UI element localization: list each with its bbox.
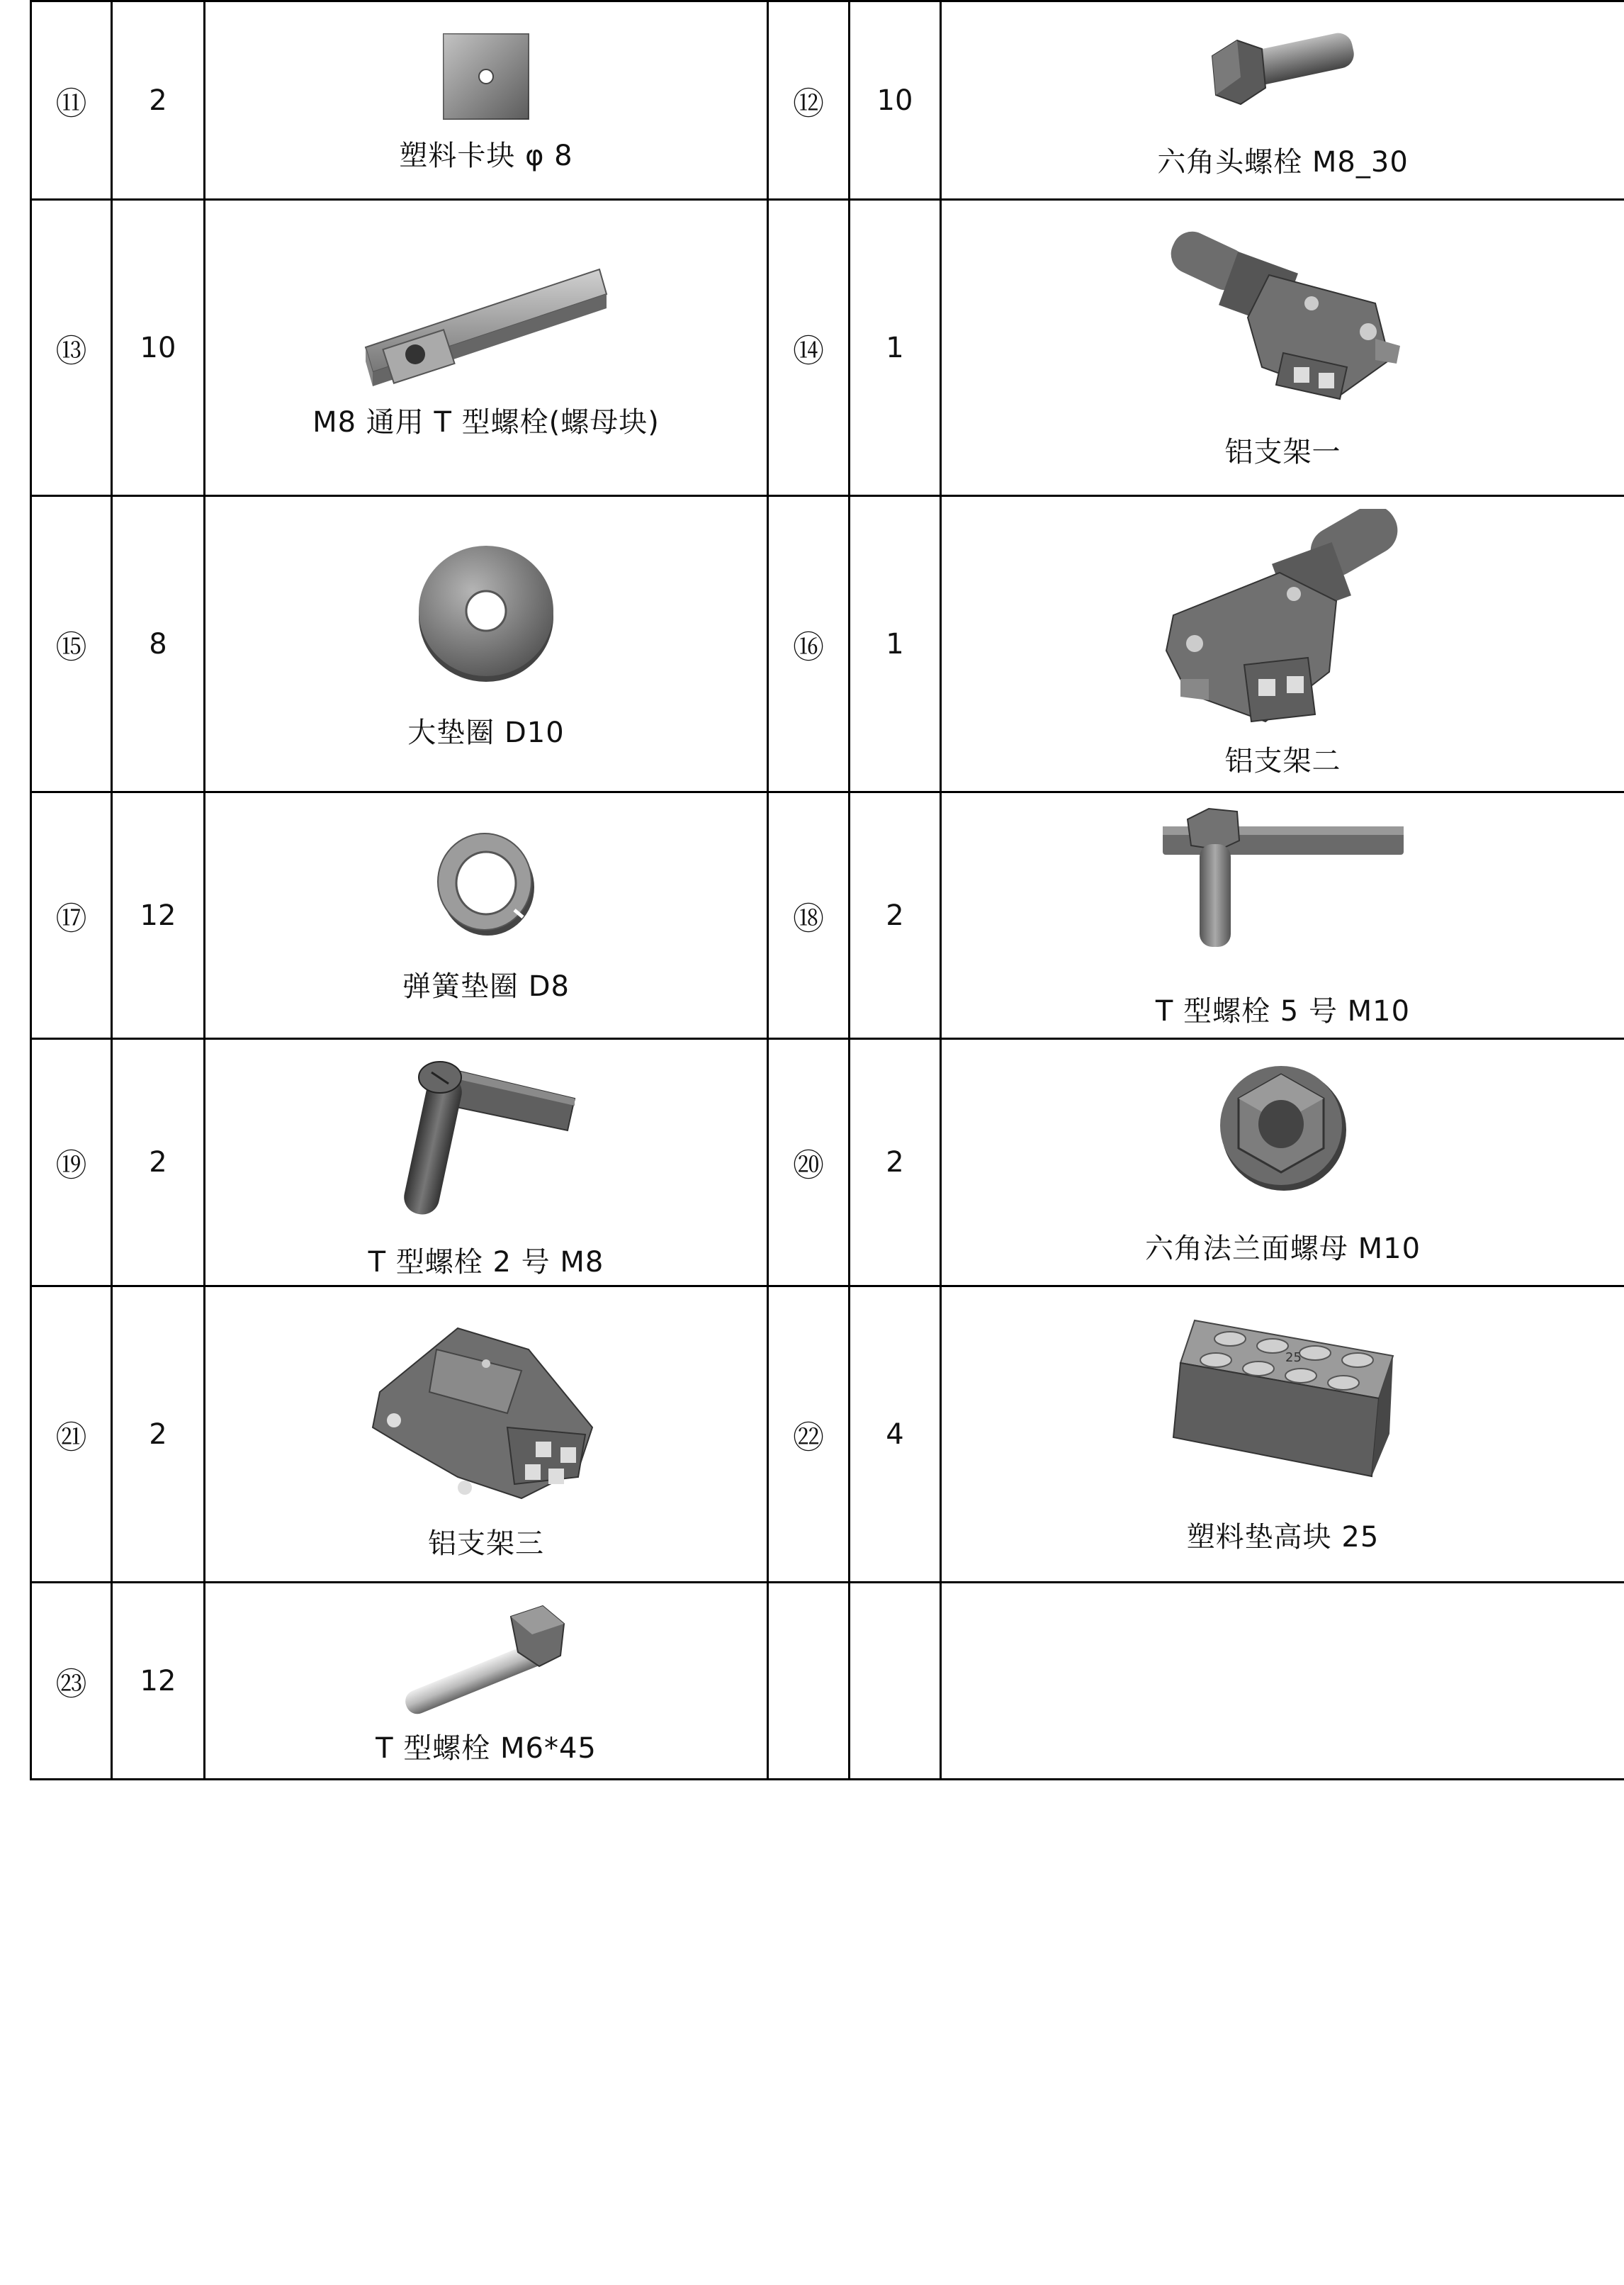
item-quantity: 2 xyxy=(112,1039,205,1286)
item-name: 弹簧垫圈 D8 xyxy=(402,970,570,1003)
table-row xyxy=(31,1,1624,200)
t-bolt-2-icon xyxy=(383,1045,589,1223)
item-number: ⑰ xyxy=(31,792,112,1039)
item-name: 塑料垫高块 25 xyxy=(1186,1521,1380,1554)
table-row xyxy=(31,200,1624,496)
item-name: M8 通用 T 型螺栓(螺母块) xyxy=(312,406,660,439)
item-quantity: 2 xyxy=(850,792,941,1039)
item-number: ⑳ xyxy=(768,1039,850,1286)
item-cell xyxy=(205,1,768,200)
spacer-height-label: 25 xyxy=(1285,1350,1302,1365)
item-cell xyxy=(941,792,1624,1039)
item-name: T 型螺栓 5 号 M10 xyxy=(1155,995,1411,1028)
t-bolt-m6-icon xyxy=(394,1595,578,1723)
item-cell xyxy=(205,1039,768,1286)
item-name: 六角头螺栓 M8_30 xyxy=(1157,146,1409,179)
item-quantity: 2 xyxy=(112,1286,205,1583)
item-number: ㉑ xyxy=(31,1286,112,1583)
item-name: 铝支架二 xyxy=(1224,745,1341,777)
item-number: ⑪ xyxy=(31,1,112,200)
plastic-clip-block-icon xyxy=(436,27,536,126)
item-number: ⑮ xyxy=(31,496,112,792)
item-quantity: 12 xyxy=(112,1583,205,1780)
item-name: 铝支架一 xyxy=(1224,436,1341,468)
item-number: ㉒ xyxy=(768,1286,850,1583)
item-number: ⑭ xyxy=(768,200,850,496)
table-row xyxy=(31,1286,1624,1583)
item-quantity: 8 xyxy=(112,496,205,792)
item-name: 塑料卡块 φ 8 xyxy=(399,140,573,172)
item-number: ㉓ xyxy=(31,1583,112,1780)
item-number: ⑱ xyxy=(768,792,850,1039)
item-cell xyxy=(205,792,768,1039)
item-number: ⑬ xyxy=(31,200,112,496)
table-row xyxy=(31,1039,1624,1286)
t-bolt-nut-block-icon xyxy=(344,255,628,397)
item-name: 铝支架三 xyxy=(428,1527,544,1560)
item-quantity: 1 xyxy=(850,200,941,496)
item-name: T 型螺栓 2 号 M8 xyxy=(368,1245,604,1279)
item-cell xyxy=(941,1286,1624,1583)
item-number: ⑲ xyxy=(31,1039,112,1286)
item-quantity: 10 xyxy=(112,200,205,496)
item-name: 大垫圈 D10 xyxy=(407,717,565,749)
plastic-spacer-block-icon xyxy=(1166,1313,1400,1483)
item-cell xyxy=(941,1039,1624,1286)
item-cell-empty xyxy=(941,1583,1624,1780)
hex-head-bolt-icon xyxy=(1198,21,1368,120)
item-number xyxy=(768,1583,850,1780)
item-quantity: 1 xyxy=(850,496,941,792)
item-cell xyxy=(941,200,1624,496)
table-row xyxy=(31,792,1624,1039)
aluminum-bracket-3-icon xyxy=(366,1307,607,1512)
hex-flange-nut-icon xyxy=(1216,1059,1350,1194)
table-row xyxy=(31,1583,1624,1780)
spring-washer-icon xyxy=(429,826,543,940)
aluminum-bracket-1-icon xyxy=(1163,225,1404,417)
item-cell xyxy=(205,200,768,496)
large-washer-icon xyxy=(408,537,564,686)
item-quantity: 10 xyxy=(850,1,941,200)
item-cell xyxy=(205,1286,768,1583)
item-cell xyxy=(941,1,1624,200)
item-cell xyxy=(941,496,1624,792)
aluminum-bracket-2-icon xyxy=(1152,509,1414,736)
item-name: T 型螺栓 M6*45 xyxy=(376,1732,597,1765)
parts-table xyxy=(30,0,1624,1780)
item-quantity: 4 xyxy=(850,1286,941,1583)
item-number: ⑫ xyxy=(768,1,850,200)
item-quantity xyxy=(850,1583,941,1780)
item-cell xyxy=(205,496,768,792)
item-name: 六角法兰面螺母 M10 xyxy=(1144,1232,1421,1265)
item-cell xyxy=(205,1583,768,1780)
t-bolt-5-icon xyxy=(1156,802,1411,950)
table-row xyxy=(31,496,1624,792)
item-quantity: 2 xyxy=(850,1039,941,1286)
item-quantity: 12 xyxy=(112,792,205,1039)
item-number: ⑯ xyxy=(768,496,850,792)
item-quantity: 2 xyxy=(112,1,205,200)
